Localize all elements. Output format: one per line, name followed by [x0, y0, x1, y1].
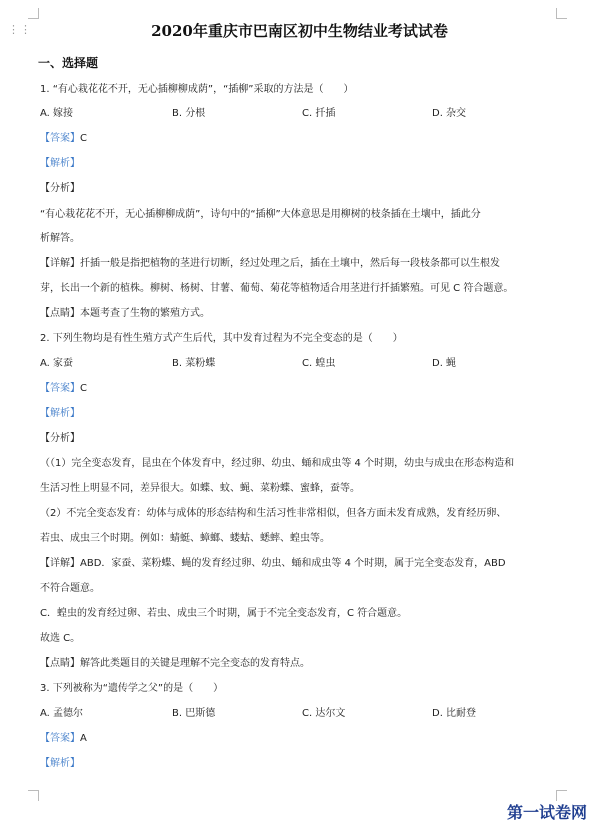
q2-comment: 【点睛】解答此类题目的关键是理解不完全变态的发育特点。 [40, 658, 310, 669]
q1-fenxi-line-1: “有心栽花花不开，无心插柳柳成荫”，诗句中的“插柳”大体意思是用柳树的枝条插在土壤中，插此分 [40, 209, 481, 220]
crop-mark-bottom-left [28, 790, 39, 801]
q2-option-c: C. 蝗虫 [302, 358, 336, 369]
q3-analysis-tag: 【解析】 [40, 758, 80, 769]
q3-option-c: C. 达尔文 [302, 708, 346, 719]
drag-handle-icon[interactable]: ⋮⋮ [8, 23, 32, 36]
q3-option-a: A. 孟德尔 [40, 708, 84, 719]
q1-option-c: C. 扦插 [302, 108, 336, 119]
q2-detail-line-3: C．蝗虫的发育经过卵、若虫、成虫三个时期，属于不完全变态发育，C 符合题意。 [40, 608, 408, 619]
answer-tag: 【答案】 [40, 733, 80, 744]
q2-body-line-4: 若虫、成虫三个时期。例如：蜻蜓、蟑螂、蝼蛄、蟋蟀、蝗虫等。 [40, 533, 330, 544]
q3-option-b: B. 巴斯德 [172, 708, 216, 719]
answer-tag: 【答案】 [40, 133, 80, 144]
q1-option-a: A. 嫁接 [40, 108, 74, 119]
section-heading: 一、选择题 [38, 56, 99, 70]
q2-conclusion: 故选 C。 [40, 633, 81, 644]
q1-stem: 1. “有心栽花花不开，无心插柳柳成荫”，“插柳”采取的方法是（ ） [40, 84, 354, 95]
q3-option-d: D. 比耐登 [432, 708, 477, 719]
q2-fenxi-tag: 【分析】 [40, 433, 80, 444]
answer-value: C [80, 133, 87, 144]
q1-detail-line-1: 【详解】扦插一般是指把植物的茎进行切断，经过处理之后，插在土壤中，然后每一段枝条都可以生根发 [40, 258, 500, 269]
q2-body-line-1: （（1）完全变态发育，昆虫在个体发育中，经过卵、幼虫、蛹和成虫等 4 个时期，幼虫与成虫在形态构造和 [40, 458, 515, 469]
q2-body-line-2: 生活习性上明显不同，差异很大。如蝶、蚊、蝇、菜粉蝶、蜜蜂，蚕等。 [40, 483, 360, 494]
q1-analysis-tag: 【解析】 [40, 158, 80, 169]
q1-option-d: D. 杂交 [432, 108, 467, 119]
q2-detail-line-1: 【详解】ABD．家蚕、菜粉蝶、蝇的发育经过卵、幼虫、蛹和成虫等 4 个时期，属于完全变态发育，ABD [40, 558, 506, 569]
q1-option-b: B. 分根 [172, 108, 206, 119]
site-watermark: 第一试卷网 [506, 803, 587, 822]
q2-option-a: A. 家蚕 [40, 358, 74, 369]
q2-answer [40, 379, 87, 394]
answer-tag: 【答案】 [40, 383, 80, 394]
q2-option-b: B. 菜粉蝶 [172, 358, 216, 369]
crop-mark-top-left [28, 8, 39, 19]
answer-value: C [80, 383, 87, 394]
q1-detail-line-2: 芽，长出一个新的植株。柳树、杨树、甘薯、葡萄、菊花等植物适合用茎进行扦插繁殖。可见 C 符合题意。 [40, 283, 514, 294]
q2-body-line-3: （2）不完全变态发育：幼体与成体的形态结构和生活习性非常相似，但各方面未发育成熟，发育经历卵、 [40, 508, 507, 519]
crop-mark-top-right [556, 8, 567, 19]
answer-value: A [80, 733, 87, 744]
q1-comment: 【点睛】本题考查了生物的繁殖方式。 [40, 308, 210, 319]
q2-stem: 2. 下列生物均是有性生殖方式产生后代，其中发育过程为不完全变态的是（ ） [40, 333, 403, 344]
q2-option-d: D. 蝇 [432, 358, 457, 369]
q2-detail-line-2: 不符合题意。 [40, 583, 100, 594]
q1-answer [40, 129, 87, 144]
q1-fenxi-tag: 【分析】 [40, 183, 80, 194]
q3-answer [40, 729, 87, 744]
q3-stem: 3. 下列被称为“遗传学之父”的是（ ） [40, 683, 224, 694]
q2-analysis-tag: 【解析】 [40, 408, 80, 419]
q1-fenxi-line-2: 析解答。 [40, 233, 80, 244]
page-title: 2020年重庆市巴南区初中生物结业考试试卷 [151, 22, 448, 40]
